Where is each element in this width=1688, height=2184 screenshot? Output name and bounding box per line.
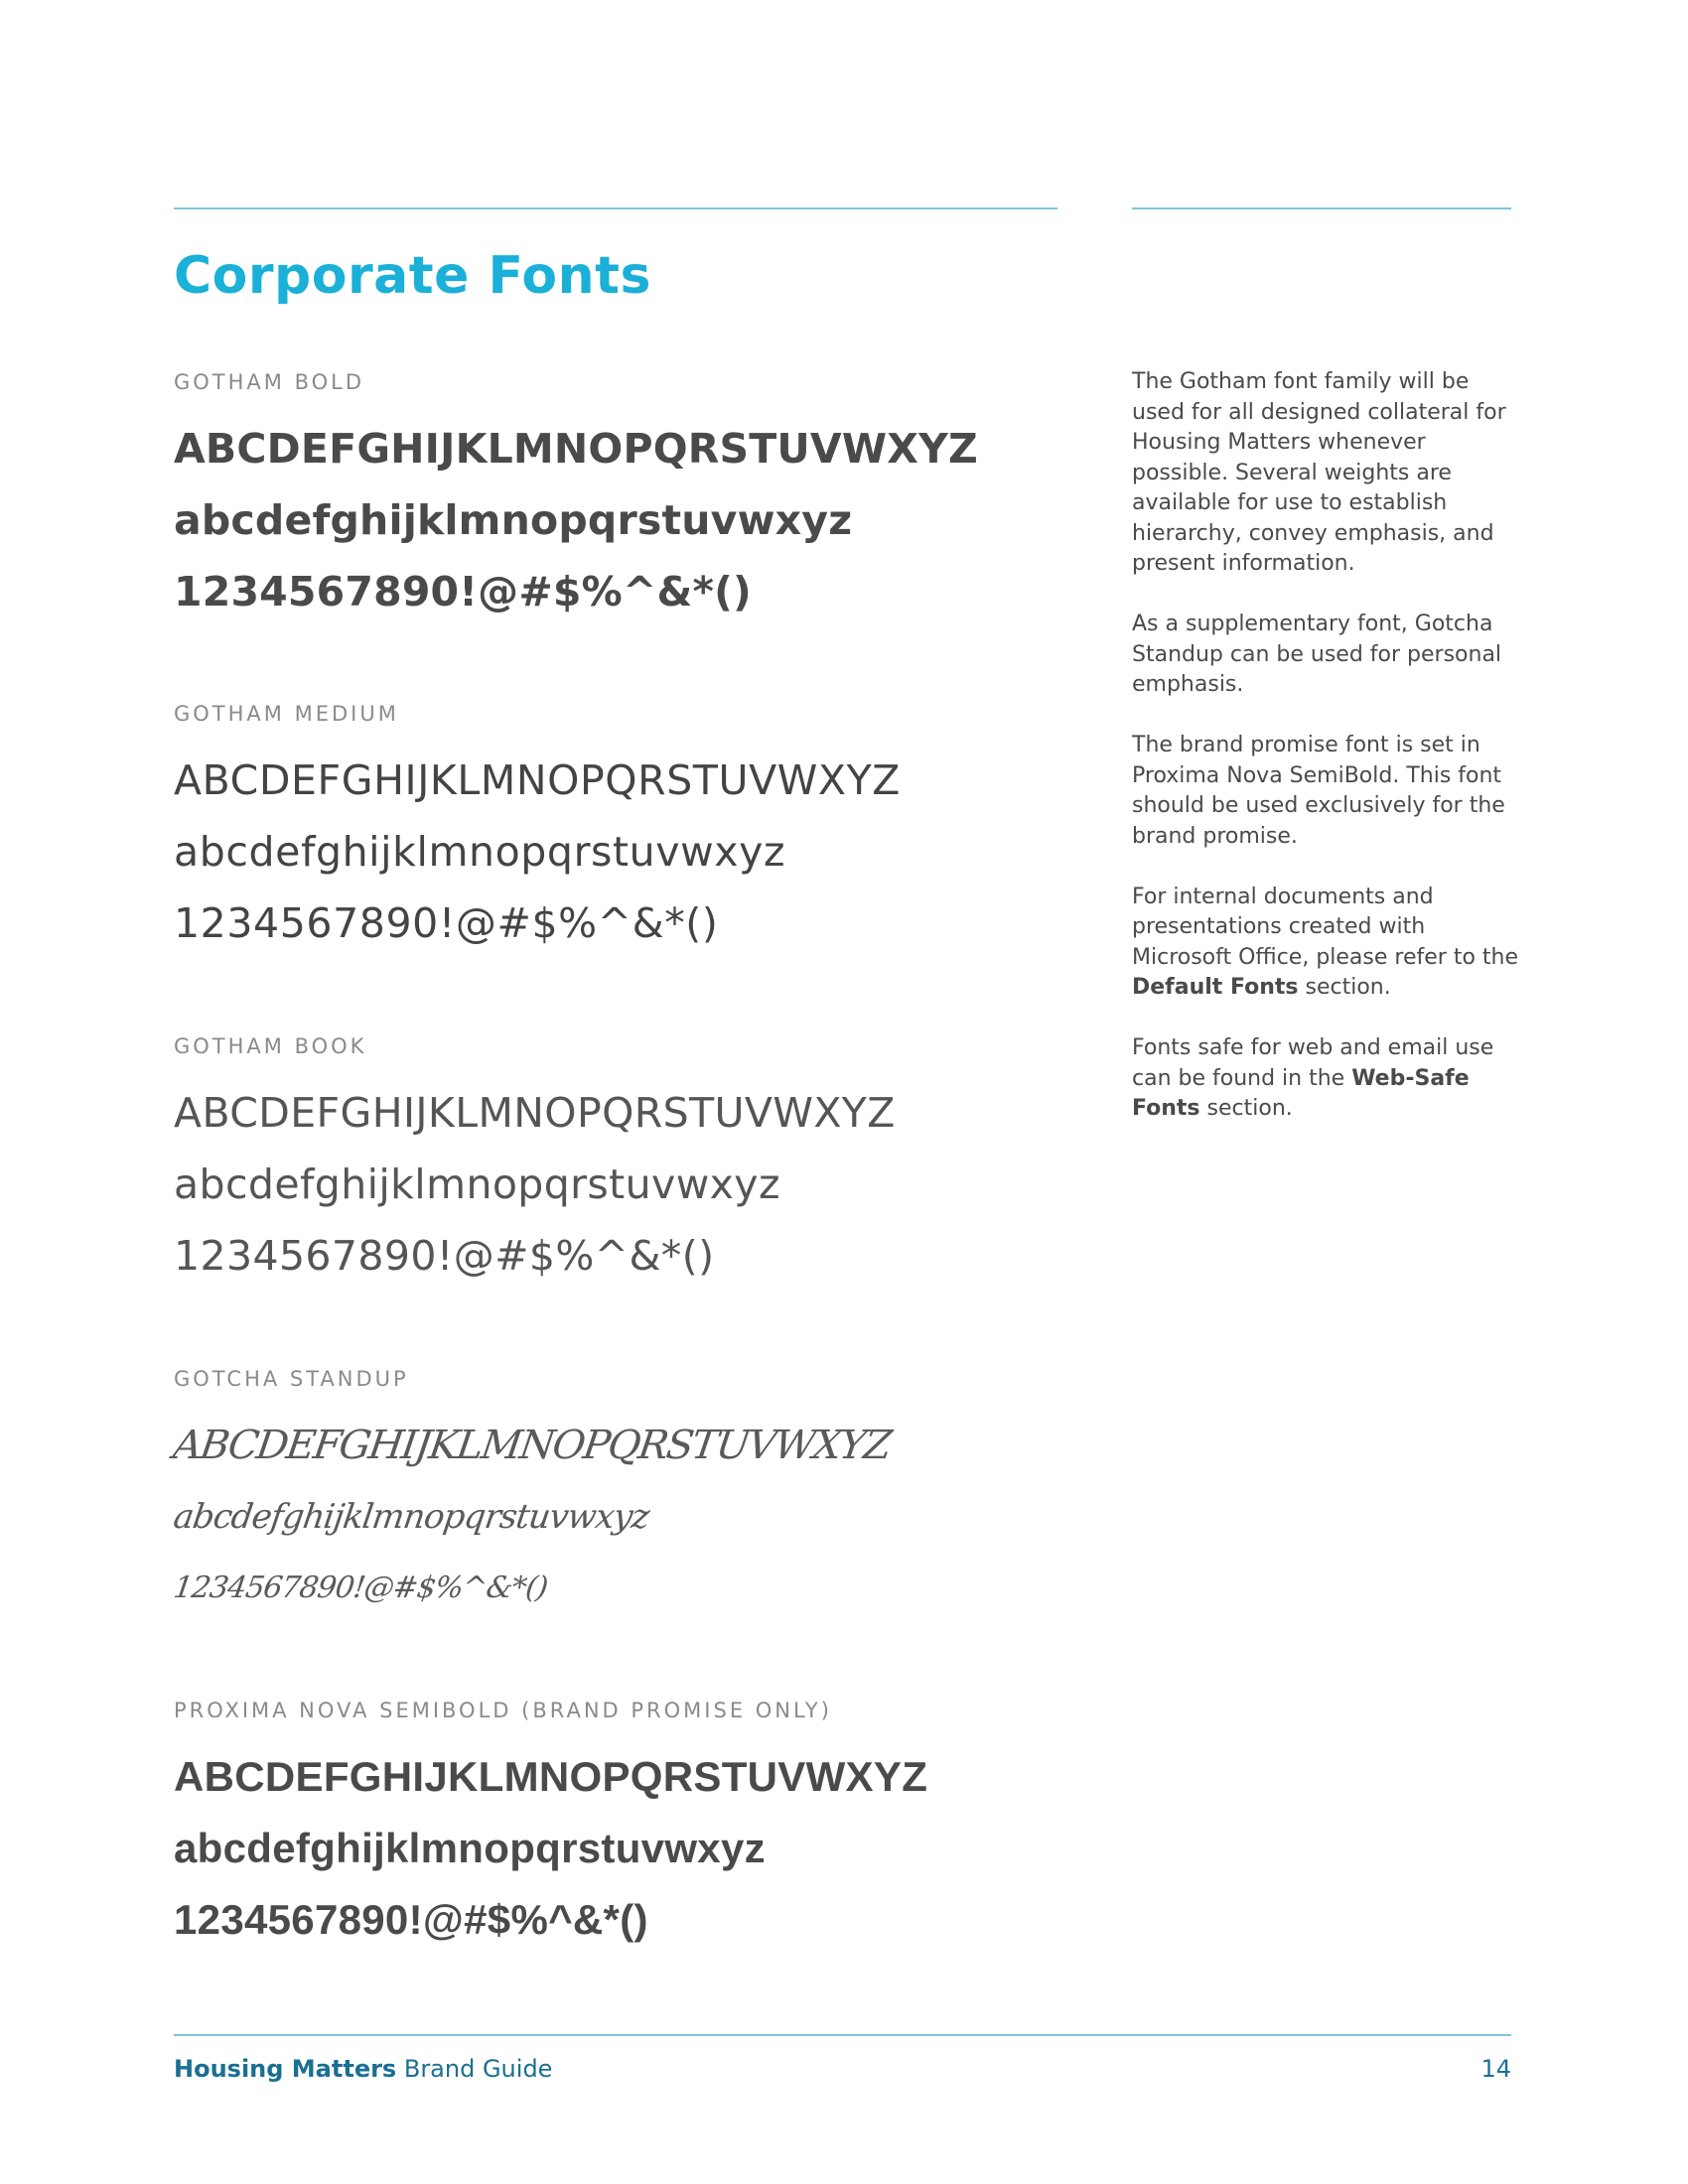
uppercase-sample: ABCDEFGHIJKLMNOPQRSTUVWXYZ: [170, 1423, 894, 1468]
lowercase-sample: abcdefghijklmnopqrstuvwxyz: [174, 496, 853, 544]
page-title: Corporate Fonts: [174, 246, 651, 306]
lowercase-sample: abcdefghijklmnopqrstuvwxyz: [174, 1160, 780, 1208]
sidebar-text: section.: [1199, 1096, 1293, 1121]
footer-rule: [174, 2034, 1511, 2036]
sidebar-paragraph: [1132, 1033, 1519, 1125]
lowercase-sample: abcdefghijklmnopqrstuvwxyz: [174, 1825, 766, 1871]
sidebar-description: [1132, 367, 1519, 1155]
sidebar-text: Fonts safe for web and email use can be found in the: [1132, 1035, 1494, 1091]
footer-title: [174, 2055, 552, 2083]
font-label: GOTCHA STANDUP: [174, 1367, 409, 1391]
default-fonts-reference: Default Fonts: [1132, 975, 1299, 1000]
font-block-proxima-nova: [174, 1696, 1067, 1956]
font-block-gotham-bold: [174, 367, 1067, 627]
header-rule-right: [1132, 207, 1511, 209]
font-label: PROXIMA NOVA SEMIBOLD (BRAND PROMISE ONLY): [174, 1699, 832, 1722]
header-rule-left: [174, 207, 1057, 209]
uppercase-sample: ABCDEFGHIJKLMNOPQRSTUVWXYZ: [174, 425, 978, 473]
sidebar-text: For internal documents and presentations created with Microsoft Office, please refer to the: [1132, 884, 1518, 970]
numbers-sample: 1234567890!@#$%^&*(): [174, 1232, 715, 1280]
sidebar-paragraph: The Gotham font family will be used for all designed collateral for Housing Matters whenever possible. Several weights are available for use to establish hierarchy, convey emphasis, and present information.: [1132, 369, 1506, 576]
web-safe-fonts-reference: Web-Safe Fonts: [1132, 1065, 1470, 1121]
font-block-gotham-medium: [174, 699, 1067, 959]
page-number: 14: [1480, 2055, 1511, 2083]
sidebar-paragraph: [1132, 883, 1519, 1004]
lowercase-sample: abcdefghijklmnopqrstuvwxyz: [174, 828, 786, 876]
numbers-sample: 1234567890!@#$%^&*(): [174, 899, 719, 947]
footer-brand: Housing Matters: [174, 2055, 397, 2083]
footer-suffix: Brand Guide: [396, 2055, 553, 2083]
uppercase-sample: ABCDEFGHIJKLMNOPQRSTUVWXYZ: [174, 1753, 928, 1800]
lowercase-sample: abcdefghijklmnopqrstuvwxyz: [171, 1497, 651, 1537]
font-label: GOTHAM BOLD: [174, 370, 365, 394]
sidebar-paragraph: The brand promise font is set in Proxima Nova SemiBold. This font should be used exclusively for the brand promise.: [1132, 733, 1505, 849]
uppercase-sample: ABCDEFGHIJKLMNOPQRSTUVWXYZ: [174, 1089, 896, 1137]
font-block-gotham-book: [174, 1031, 1067, 1292]
numbers-sample: 1234567890!@#$%^&*(): [171, 1570, 550, 1605]
sidebar-text: section.: [1298, 975, 1391, 1000]
font-block-gotcha-standup: [170, 1364, 1067, 1624]
numbers-sample: 1234567890!@#$%^&*(): [174, 568, 752, 615]
font-label: GOTHAM BOOK: [174, 1034, 367, 1058]
numbers-sample: 1234567890!@#$%^&*(): [174, 1896, 648, 1943]
sidebar-paragraph: As a supplementary font, Gotcha Standup can be used for personal emphasis.: [1132, 612, 1502, 697]
uppercase-sample: ABCDEFGHIJKLMNOPQRSTUVWXYZ: [174, 756, 901, 804]
font-label: GOTHAM MEDIUM: [174, 702, 399, 726]
